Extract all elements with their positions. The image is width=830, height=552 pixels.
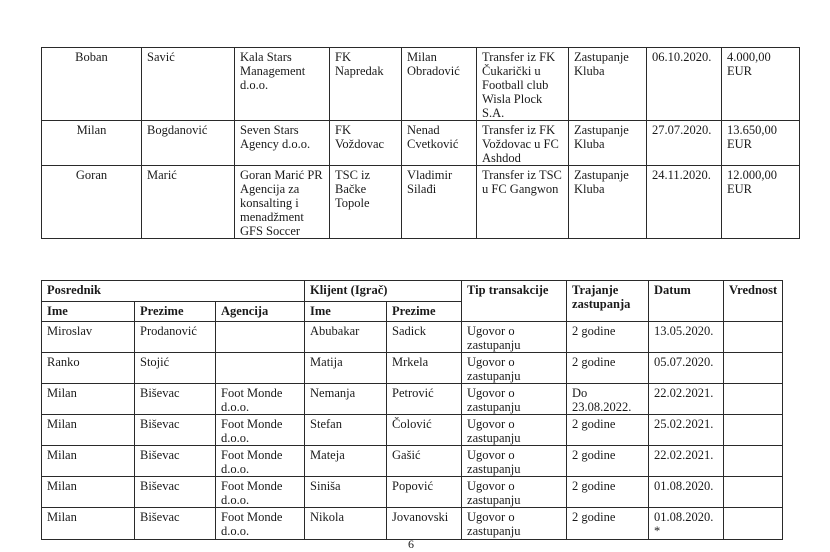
cell-klub: TSC iz Bačke Topole (330, 166, 402, 239)
cell-prezime: Prodanović (135, 322, 216, 353)
header-klijent-prezime: Prezime (387, 302, 462, 322)
cell-tip: Zastupanje Kluba (569, 48, 647, 121)
cell-vrednost: 12.000,00 EUR (722, 166, 800, 239)
cell-agencija (216, 353, 305, 384)
cell-datum: 01.08.2020. (649, 477, 724, 508)
cell-klub: FK Napredak (330, 48, 402, 121)
cell-datum: 22.02.2021. (649, 446, 724, 477)
cell-transakcija: Transfer iz TSC u FC Gangwon (477, 166, 569, 239)
header-trajanje: Trajanje zastupanja (567, 281, 649, 322)
cell-transakcija: Transfer iz FK Čukarički u Football club Wisla Plock S.A. (477, 48, 569, 121)
page-number: 6 (408, 537, 414, 551)
cell-k-ime: Nemanja (305, 384, 387, 415)
cell-ime: Boban (42, 48, 142, 121)
cell-datum: 22.02.2021. (649, 384, 724, 415)
header-prezime: Prezime (135, 302, 216, 322)
cell-zastupnik: Vladimir Silađi (402, 166, 477, 239)
cell-trajanje: 2 godine (567, 353, 649, 384)
cell-tip: Zastupanje Kluba (569, 166, 647, 239)
cell-prezime: Bogdanović (142, 121, 235, 166)
cell-prezime: Biševac (135, 384, 216, 415)
cell-vrednost (724, 353, 783, 384)
cell-k-ime: Stefan (305, 415, 387, 446)
cell-prezime: Stojić (135, 353, 216, 384)
cell-tip: Ugovor o zastupanju (462, 508, 567, 540)
header-ime: Ime (42, 302, 135, 322)
cell-k-ime: Mateja (305, 446, 387, 477)
cell-agencija: Foot Monde d.o.o. (216, 446, 305, 477)
cell-trajanje: 2 godine (567, 322, 649, 353)
cell-vrednost (724, 508, 783, 540)
cell-k-prezime: Gašić (387, 446, 462, 477)
cell-agencija: Goran Marić PR Agencija za konsalting i menadžment GFS Soccer (235, 166, 330, 239)
table-row (42, 121, 800, 166)
cell-prezime: Biševac (135, 477, 216, 508)
representation-table (41, 280, 783, 540)
cell-vrednost: 4.000,00 EUR (722, 48, 800, 121)
cell-agencija: Foot Monde d.o.o. (216, 415, 305, 446)
cell-tip: Ugovor o zastupanju (462, 477, 567, 508)
cell-k-ime: Abubakar (305, 322, 387, 353)
table-row (42, 384, 783, 415)
cell-datum: 25.02.2021. (649, 415, 724, 446)
header-tip-transakcije: Tip transakcije (462, 281, 567, 322)
cell-ime: Milan (42, 415, 135, 446)
cell-zastupnik: Milan Obradović (402, 48, 477, 121)
cell-ime: Ranko (42, 353, 135, 384)
table-row (42, 166, 800, 239)
header-datum: Datum (649, 281, 724, 322)
cell-vrednost (724, 322, 783, 353)
cell-ime: Milan (42, 508, 135, 540)
cell-vrednost (724, 477, 783, 508)
cell-k-prezime: Popović (387, 477, 462, 508)
cell-datum: 06.10.2020. (647, 48, 722, 121)
table-row (42, 415, 783, 446)
cell-prezime: Biševac (135, 508, 216, 540)
cell-zastupnik: Nenad Cvetković (402, 121, 477, 166)
cell-k-ime: Siniša (305, 477, 387, 508)
table-row (42, 477, 783, 508)
cell-agencija: Foot Monde d.o.o. (216, 477, 305, 508)
cell-trajanje: 2 godine (567, 415, 649, 446)
header-posrednik: Posrednik (42, 281, 305, 302)
cell-tip: Ugovor o zastupanju (462, 384, 567, 415)
cell-k-prezime: Jovanovski (387, 508, 462, 540)
table-row (42, 48, 800, 121)
cell-datum: 13.05.2020. (649, 322, 724, 353)
cell-k-prezime: Petrović (387, 384, 462, 415)
cell-trajanje: Do 23.08.2022. (567, 384, 649, 415)
cell-tip: Ugovor o zastupanju (462, 353, 567, 384)
cell-k-ime: Nikola (305, 508, 387, 540)
cell-datum: 24.11.2020. (647, 166, 722, 239)
cell-ime: Miroslav (42, 322, 135, 353)
cell-tip: Zastupanje Kluba (569, 121, 647, 166)
cell-ime: Milan (42, 477, 135, 508)
table-row (42, 353, 783, 384)
table-row (42, 446, 783, 477)
cell-transakcija: Transfer iz FK Voždovac u FC Ashdod (477, 121, 569, 166)
cell-klub: FK Voždovac (330, 121, 402, 166)
cell-datum: 01.08.2020. * (649, 508, 724, 540)
cell-tip: Ugovor o zastupanju (462, 415, 567, 446)
header-klijent-ime: Ime (305, 302, 387, 322)
header-row-group (42, 281, 783, 302)
cell-trajanje: 2 godine (567, 477, 649, 508)
cell-tip: Ugovor o zastupanju (462, 322, 567, 353)
cell-k-prezime: Čolović (387, 415, 462, 446)
cell-trajanje: 2 godine (567, 446, 649, 477)
header-klijent: Klijent (Igrač) (305, 281, 462, 302)
cell-agencija: Foot Monde d.o.o. (216, 508, 305, 540)
cell-prezime: Savić (142, 48, 235, 121)
cell-datum: 05.07.2020. (649, 353, 724, 384)
cell-agencija: Seven Stars Agency d.o.o. (235, 121, 330, 166)
cell-prezime: Biševac (135, 446, 216, 477)
cell-prezime: Biševac (135, 415, 216, 446)
table-row (42, 322, 783, 353)
cell-vrednost (724, 415, 783, 446)
table-row (42, 508, 783, 540)
cell-vrednost: 13.650,00 EUR (722, 121, 800, 166)
cell-k-prezime: Sadick (387, 322, 462, 353)
header-vrednost: Vrednost (724, 281, 783, 322)
cell-agencija (216, 322, 305, 353)
cell-vrednost (724, 384, 783, 415)
cell-k-prezime: Mrkela (387, 353, 462, 384)
cell-ime: Milan (42, 446, 135, 477)
header-agencija: Agencija (216, 302, 305, 322)
cell-trajanje: 2 godine (567, 508, 649, 540)
cell-agencija: Kala Stars Management d.o.o. (235, 48, 330, 121)
cell-tip: Ugovor o zastupanju (462, 446, 567, 477)
cell-vrednost (724, 446, 783, 477)
cell-ime: Goran (42, 166, 142, 239)
cell-datum: 27.07.2020. (647, 121, 722, 166)
transfers-table (41, 47, 800, 239)
cell-prezime: Marić (142, 166, 235, 239)
cell-ime: Milan (42, 121, 142, 166)
cell-agencija: Foot Monde d.o.o. (216, 384, 305, 415)
cell-k-ime: Matija (305, 353, 387, 384)
cell-ime: Milan (42, 384, 135, 415)
